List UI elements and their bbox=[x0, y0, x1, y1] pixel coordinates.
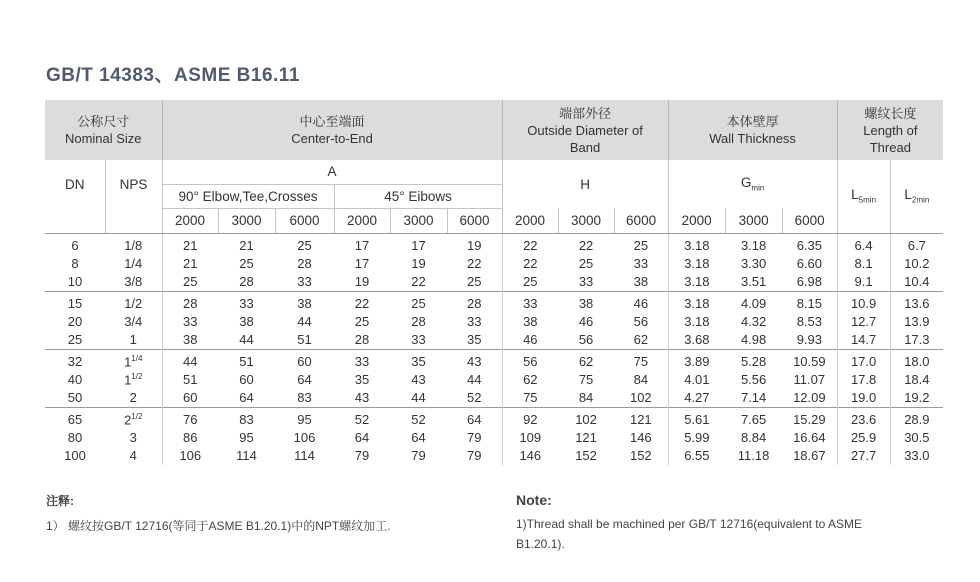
class-6000: 6000 bbox=[275, 208, 334, 233]
wall-thickness-header: 本体壁厚 Wall Thickness bbox=[668, 100, 837, 160]
value-cell: 5.99 bbox=[684, 430, 710, 445]
value-cell: 7.65 bbox=[740, 412, 767, 427]
dn-cell: 50 bbox=[67, 390, 83, 405]
value-cell: 3.89 bbox=[684, 354, 710, 369]
value-cell: 95 bbox=[239, 430, 254, 445]
value-cell: 95 bbox=[297, 412, 312, 427]
value-cell: 33 bbox=[614, 255, 668, 273]
value-cell: 3.18 bbox=[684, 238, 710, 253]
page-title: GB/T 14383、ASME B16.11 bbox=[46, 65, 300, 86]
table-row bbox=[45, 255, 943, 273]
value-cell: 56 bbox=[523, 354, 538, 369]
value-cell: 38 bbox=[297, 296, 312, 311]
value-cell: 28 bbox=[239, 274, 254, 289]
value-cell: 3.68 bbox=[684, 332, 710, 347]
value-cell: 3.18 bbox=[740, 238, 767, 253]
value-cell: 121 bbox=[614, 407, 668, 429]
value-cell: 44 bbox=[411, 390, 426, 405]
value-cell: 6.7 bbox=[907, 238, 926, 253]
value-cell: 6.98 bbox=[782, 273, 837, 292]
value-cell: 8.15 bbox=[782, 291, 837, 313]
value-cell: 12.7 bbox=[837, 313, 890, 331]
value-cell: 28 bbox=[411, 314, 426, 329]
value-cell: 17 bbox=[354, 238, 370, 253]
dn-cell: 40 bbox=[67, 372, 83, 387]
value-cell: 6.35 bbox=[782, 233, 837, 255]
value-cell: 64 bbox=[239, 390, 254, 405]
dn-cell: 80 bbox=[67, 430, 83, 445]
value-cell: 13.6 bbox=[904, 296, 930, 311]
value-cell: 43 bbox=[447, 349, 502, 371]
nps-cell: 3 bbox=[105, 429, 162, 447]
value-cell: 102 bbox=[614, 389, 668, 408]
value-cell: 15.29 bbox=[782, 407, 837, 429]
elbow90-header: 90° Elbow,Tee,Crosses bbox=[162, 184, 334, 208]
value-cell: 28 bbox=[447, 291, 502, 313]
value-cell: 25 bbox=[523, 274, 538, 289]
table-row bbox=[45, 291, 943, 313]
value-cell: 22 bbox=[447, 255, 502, 273]
value-cell: 84 bbox=[578, 390, 594, 405]
value-cell: 152 bbox=[575, 448, 597, 463]
notes-cn-line: 1） 螺纹按GB/T 12716(等同于ASME B1.20.1)中的NPT螺纹加工. bbox=[46, 519, 391, 533]
l2-header: $L_{2min}$ bbox=[890, 160, 943, 233]
value-cell: 64 bbox=[447, 407, 502, 429]
value-cell: 64 bbox=[297, 372, 312, 387]
value-cell: 6.4 bbox=[837, 233, 890, 255]
value-cell: 106 bbox=[179, 448, 202, 463]
table-row bbox=[45, 447, 943, 465]
value-cell: 75 bbox=[614, 349, 668, 371]
value-cell: 7.14 bbox=[740, 390, 767, 405]
nps-cell: 1 bbox=[105, 331, 162, 350]
value-cell: 18.67 bbox=[782, 447, 837, 465]
value-cell: 3.18 bbox=[684, 314, 710, 329]
value-cell: 4.32 bbox=[740, 314, 767, 329]
value-cell: 25 bbox=[447, 273, 502, 292]
nps-header: NPS bbox=[105, 160, 162, 208]
value-cell: 84 bbox=[614, 371, 668, 389]
dn-cell: 8 bbox=[71, 256, 79, 271]
value-cell: 25.9 bbox=[837, 429, 890, 447]
nps-cell: 1/8 bbox=[105, 233, 162, 255]
class-3000: 3000 bbox=[390, 208, 447, 233]
value-cell: 22 bbox=[578, 238, 594, 253]
table-row bbox=[45, 233, 943, 255]
value-cell: 11.18 bbox=[737, 448, 770, 463]
nps-cell: $1^{1/2}$ bbox=[105, 371, 162, 389]
table-row bbox=[45, 331, 943, 350]
value-cell: 52 bbox=[411, 412, 426, 427]
value-cell: 12.09 bbox=[782, 389, 837, 408]
value-cell: 38 bbox=[183, 332, 198, 347]
notes-en-heading: Note: bbox=[516, 492, 552, 508]
dn-cell: 32 bbox=[67, 354, 83, 369]
value-cell: 21 bbox=[183, 256, 198, 271]
value-cell: 22 bbox=[523, 238, 538, 253]
value-cell: 52 bbox=[354, 412, 370, 427]
value-cell: 44 bbox=[183, 354, 198, 369]
nps-cell: $2^{1/2}$ bbox=[105, 407, 162, 429]
value-cell: 25 bbox=[354, 314, 370, 329]
value-cell: 19 bbox=[411, 256, 426, 271]
value-cell: 5.56 bbox=[740, 372, 767, 387]
notes-cn-heading: 注释: bbox=[46, 494, 74, 508]
a-header: A bbox=[162, 160, 502, 184]
value-cell: 25 bbox=[239, 256, 254, 271]
dn-cell: 20 bbox=[67, 314, 83, 329]
value-cell: 14.7 bbox=[837, 331, 890, 350]
value-cell: 62 bbox=[614, 331, 668, 350]
value-cell: 64 bbox=[411, 430, 426, 445]
value-cell: 86 bbox=[183, 430, 198, 445]
nps-cell: 2 bbox=[105, 389, 162, 408]
value-cell: 10.59 bbox=[782, 349, 837, 371]
value-cell: 76 bbox=[183, 412, 198, 427]
value-cell: 38 bbox=[523, 314, 538, 329]
class-6000: 6000 bbox=[447, 208, 502, 233]
table-row bbox=[45, 273, 943, 292]
value-cell: 52 bbox=[447, 389, 502, 408]
value-cell: 22 bbox=[523, 256, 538, 271]
value-cell: 13.9 bbox=[904, 314, 930, 329]
value-cell: 64 bbox=[354, 430, 370, 445]
value-cell: 60 bbox=[183, 390, 198, 405]
value-cell: 33 bbox=[447, 313, 502, 331]
value-cell: 33 bbox=[354, 354, 370, 369]
value-cell: 21 bbox=[183, 238, 198, 253]
value-cell: 146 bbox=[614, 429, 668, 447]
value-cell: 28 bbox=[183, 296, 198, 311]
value-cell: 19 bbox=[447, 233, 502, 255]
class-3000: 3000 bbox=[558, 208, 614, 233]
notes-chinese bbox=[46, 492, 391, 534]
table-row bbox=[45, 389, 943, 408]
value-cell: 17 bbox=[354, 256, 370, 271]
value-cell: 27.7 bbox=[837, 447, 890, 465]
dn-cell: 6 bbox=[71, 238, 79, 253]
class-6000: 6000 bbox=[614, 208, 668, 233]
elbow45-header: 45° Eibows bbox=[334, 184, 502, 208]
value-cell: 25 bbox=[578, 256, 594, 271]
value-cell: 106 bbox=[293, 430, 316, 445]
value-cell: 3.18 bbox=[684, 274, 710, 289]
table-row bbox=[45, 313, 943, 331]
value-cell: 28 bbox=[354, 332, 370, 347]
value-cell: 25 bbox=[183, 274, 198, 289]
class-2000: 2000 bbox=[668, 208, 725, 233]
value-cell: 51 bbox=[239, 354, 254, 369]
value-cell: 3.18 bbox=[684, 296, 710, 311]
value-cell: 33 bbox=[239, 296, 254, 311]
g-header: $G_{min}$ bbox=[668, 160, 837, 208]
value-cell: 9.93 bbox=[782, 331, 837, 350]
value-cell: 33.0 bbox=[904, 448, 930, 463]
value-cell: 19.0 bbox=[837, 389, 890, 408]
value-cell: 33 bbox=[578, 274, 594, 289]
value-cell: 38 bbox=[578, 296, 594, 311]
value-cell: 33 bbox=[183, 314, 198, 329]
table-row bbox=[45, 407, 943, 429]
value-cell: 17 bbox=[411, 238, 426, 253]
value-cell: 75 bbox=[523, 390, 538, 405]
value-cell: 62 bbox=[523, 372, 538, 387]
value-cell: 60 bbox=[239, 372, 254, 387]
value-cell: 33 bbox=[523, 296, 538, 311]
value-cell: 44 bbox=[297, 314, 312, 329]
value-cell: 6.60 bbox=[782, 255, 837, 273]
value-cell: 35 bbox=[354, 372, 370, 387]
value-cell: 3.51 bbox=[740, 274, 767, 289]
value-cell: 3.18 bbox=[684, 256, 710, 271]
nps-cell: 4 bbox=[105, 447, 162, 465]
value-cell: 79 bbox=[411, 448, 426, 463]
value-cell: 8.1 bbox=[837, 255, 890, 273]
dn-cell: 10 bbox=[67, 274, 83, 289]
value-cell: 10.2 bbox=[904, 256, 930, 271]
value-cell: 25 bbox=[614, 233, 668, 255]
value-cell: 22 bbox=[354, 296, 370, 311]
value-cell: 152 bbox=[614, 447, 668, 465]
value-cell: 44 bbox=[447, 371, 502, 389]
dn-cell: 65 bbox=[67, 412, 83, 427]
value-cell: 102 bbox=[575, 412, 597, 427]
value-cell: 17.3 bbox=[904, 332, 930, 347]
value-cell: 114 bbox=[236, 448, 257, 463]
value-cell: 4.01 bbox=[684, 372, 710, 387]
value-cell: 62 bbox=[578, 354, 594, 369]
dn-cell: 100 bbox=[64, 448, 86, 463]
outside-diameter-header: 端部外径 Outside Diameter of Band bbox=[502, 100, 668, 160]
nps-cell: 1/2 bbox=[105, 291, 162, 313]
value-cell: 51 bbox=[297, 332, 312, 347]
value-cell: 56 bbox=[614, 313, 668, 331]
notes-en-line: 1)Thread shall be machined per GB/T 12716(equivalent to ASME bbox=[516, 517, 862, 531]
l5-header: $L_{5min}$ bbox=[837, 160, 890, 233]
table-row bbox=[45, 349, 943, 371]
dn-cell: 25 bbox=[67, 332, 83, 347]
value-cell: 19 bbox=[354, 274, 370, 289]
dn-header: DN bbox=[45, 160, 105, 208]
value-cell: 43 bbox=[411, 372, 426, 387]
value-cell: 11.07 bbox=[782, 371, 837, 389]
value-cell: 79 bbox=[447, 447, 502, 465]
class-6000: 6000 bbox=[782, 208, 837, 233]
dn-cell: 15 bbox=[67, 296, 83, 311]
value-cell: 5.28 bbox=[740, 354, 767, 369]
dimension-table bbox=[45, 100, 943, 465]
value-cell: 5.61 bbox=[684, 412, 710, 427]
value-cell: 43 bbox=[354, 390, 370, 405]
value-cell: 17.8 bbox=[837, 371, 890, 389]
value-cell: 8.53 bbox=[782, 313, 837, 331]
value-cell: 33 bbox=[297, 274, 312, 289]
value-cell: 30.5 bbox=[904, 430, 930, 445]
value-cell: 9.1 bbox=[837, 273, 890, 292]
value-cell: 114 bbox=[294, 448, 315, 463]
value-cell: 3.30 bbox=[740, 256, 767, 271]
value-cell: 38 bbox=[239, 314, 254, 329]
notes-en-line: B1.20.1). bbox=[516, 537, 565, 551]
thread-length-header: 螺纹长度 Length of Thread bbox=[837, 100, 943, 160]
value-cell: 23.6 bbox=[837, 407, 890, 429]
value-cell: 121 bbox=[575, 430, 597, 445]
center-to-end-header: 中心至端面 Center-to-End bbox=[162, 100, 502, 160]
value-cell: 46 bbox=[578, 314, 594, 329]
value-cell: 92 bbox=[523, 412, 538, 427]
value-cell: 83 bbox=[297, 390, 312, 405]
nps-cell: 3/4 bbox=[105, 313, 162, 331]
class-3000: 3000 bbox=[218, 208, 275, 233]
class-2000: 2000 bbox=[162, 208, 218, 233]
notes-english bbox=[516, 492, 862, 554]
class-3000: 3000 bbox=[725, 208, 782, 233]
nominal-size-header: 公称尺寸 Nominal Size bbox=[45, 100, 162, 160]
value-cell: 33 bbox=[411, 332, 426, 347]
table-row bbox=[45, 371, 943, 389]
value-cell: 25 bbox=[297, 238, 312, 253]
value-cell: 44 bbox=[239, 332, 254, 347]
value-cell: 10.9 bbox=[837, 291, 890, 313]
value-cell: 17.0 bbox=[837, 349, 890, 371]
value-cell: 8.84 bbox=[740, 430, 767, 445]
value-cell: 35 bbox=[411, 354, 426, 369]
value-cell: 46 bbox=[523, 332, 538, 347]
class-2000: 2000 bbox=[502, 208, 558, 233]
value-cell: 28.9 bbox=[904, 412, 930, 427]
value-cell: 4.27 bbox=[684, 390, 710, 405]
value-cell: 18.4 bbox=[904, 372, 930, 387]
value-cell: 21 bbox=[239, 238, 254, 253]
value-cell: 56 bbox=[578, 332, 594, 347]
value-cell: 46 bbox=[614, 291, 668, 313]
value-cell: 6.55 bbox=[684, 448, 710, 463]
h-header: H bbox=[502, 160, 668, 208]
nps-cell: 1/4 bbox=[105, 255, 162, 273]
value-cell: 25 bbox=[411, 296, 426, 311]
value-cell: 22 bbox=[411, 274, 426, 289]
nps-cell: 3/8 bbox=[105, 273, 162, 292]
value-cell: 28 bbox=[297, 256, 312, 271]
value-cell: 60 bbox=[297, 354, 312, 369]
value-cell: 51 bbox=[183, 372, 198, 387]
table-row bbox=[45, 429, 943, 447]
value-cell: 18.0 bbox=[904, 354, 930, 369]
value-cell: 16.64 bbox=[782, 429, 837, 447]
value-cell: 79 bbox=[447, 429, 502, 447]
value-cell: 75 bbox=[578, 372, 594, 387]
value-cell: 19.2 bbox=[904, 390, 930, 405]
class-2000: 2000 bbox=[334, 208, 390, 233]
value-cell: 83 bbox=[239, 412, 254, 427]
value-cell: 146 bbox=[519, 448, 542, 463]
nps-cell: $1^{1/4}$ bbox=[105, 349, 162, 371]
value-cell: 79 bbox=[354, 448, 370, 463]
value-cell: 4.98 bbox=[740, 332, 767, 347]
value-cell: 4.09 bbox=[740, 296, 767, 311]
value-cell: 38 bbox=[614, 273, 668, 292]
value-cell: 35 bbox=[447, 331, 502, 350]
value-cell: 109 bbox=[519, 430, 542, 445]
value-cell: 10.4 bbox=[904, 274, 930, 289]
